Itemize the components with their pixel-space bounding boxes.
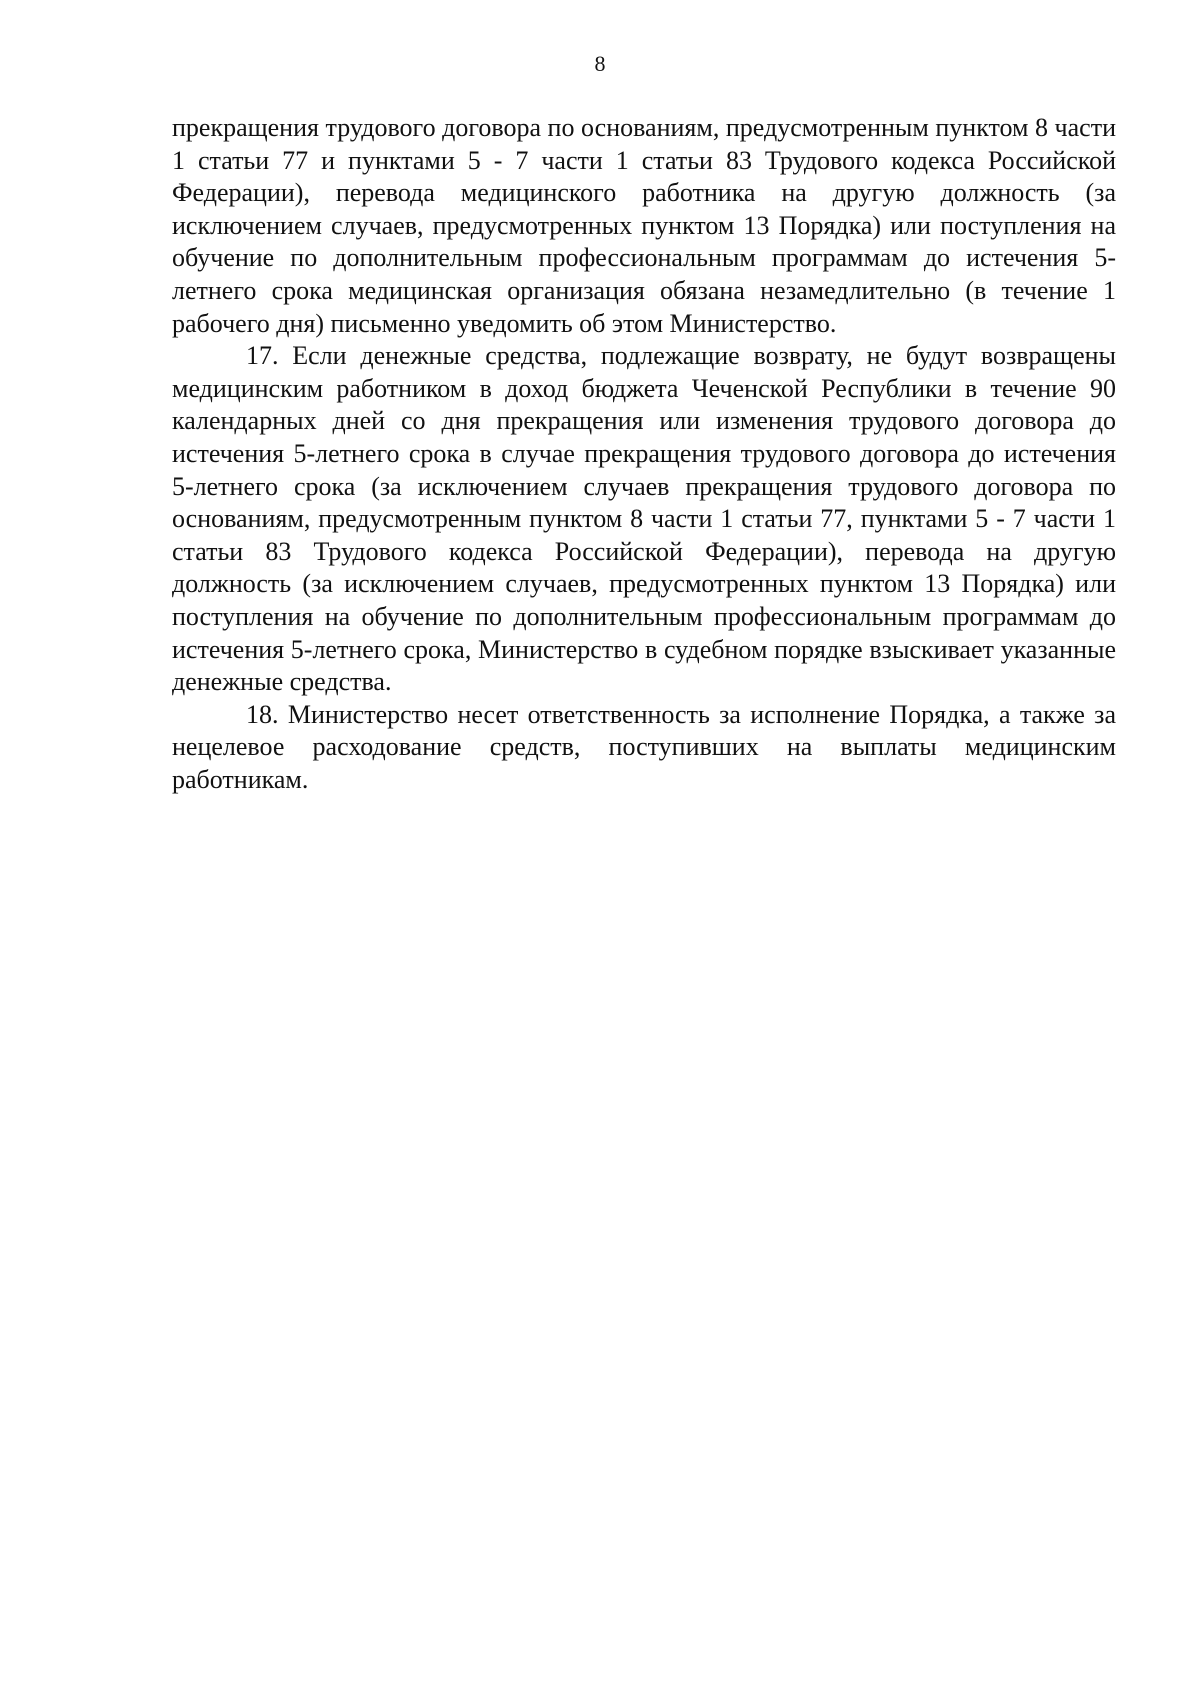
paragraph-item-17: 17. Если денежные средства, подлежащие возврату, не будут возвращены медицинским работником в доход бюджета Чеченской Республики в течение 90 календарных дней со дня прекращения или изменения трудового договора до истечения 5-летнего срока в случае прекращения трудового договора до истечения 5-летнего срока (за исключением случаев прекращения трудового договора по основаниям, предусмотренным пунктом 8 части 1 статьи 77, пунктами 5 - 7 части 1 статьи 83 Трудового кодекса Российской Федерации), перевода на другую должность (за исключением случаев, предусмотренных пунктом 13 Порядка) или поступления на обучение по дополнительным профессиональным программам до истечения 5-летнего срока, Министерство в судебном порядке взыскивает указанные денежные средства. bbox=[172, 341, 1116, 697]
paragraph-continuation: прекращения трудового договора по основаниям, предусмотренным пунктом 8 части 1 статьи 77 и пунктами 5 - 7 части 1 статьи 83 Трудового кодекса Российской Федерации), перевода медицинского работника на другую должность (за исключением случаев, предусмотренных пунктом 13 Порядка) или поступления на обучение по дополнительным профессиональным программам до истечения 5-летнего срока медицинская организация обязана незамедлительно (в течение 1 рабочего дня) письменно уведомить об этом Министерство. bbox=[172, 113, 1116, 338]
page-number: 8 bbox=[594, 51, 606, 76]
paragraph-item-18: 18. Министерство несет ответственность за исполнение Порядка, а также за нецелевое расходование средств, поступивших на выплаты медицинским работникам. bbox=[172, 699, 1116, 794]
document-body bbox=[172, 112, 1116, 796]
